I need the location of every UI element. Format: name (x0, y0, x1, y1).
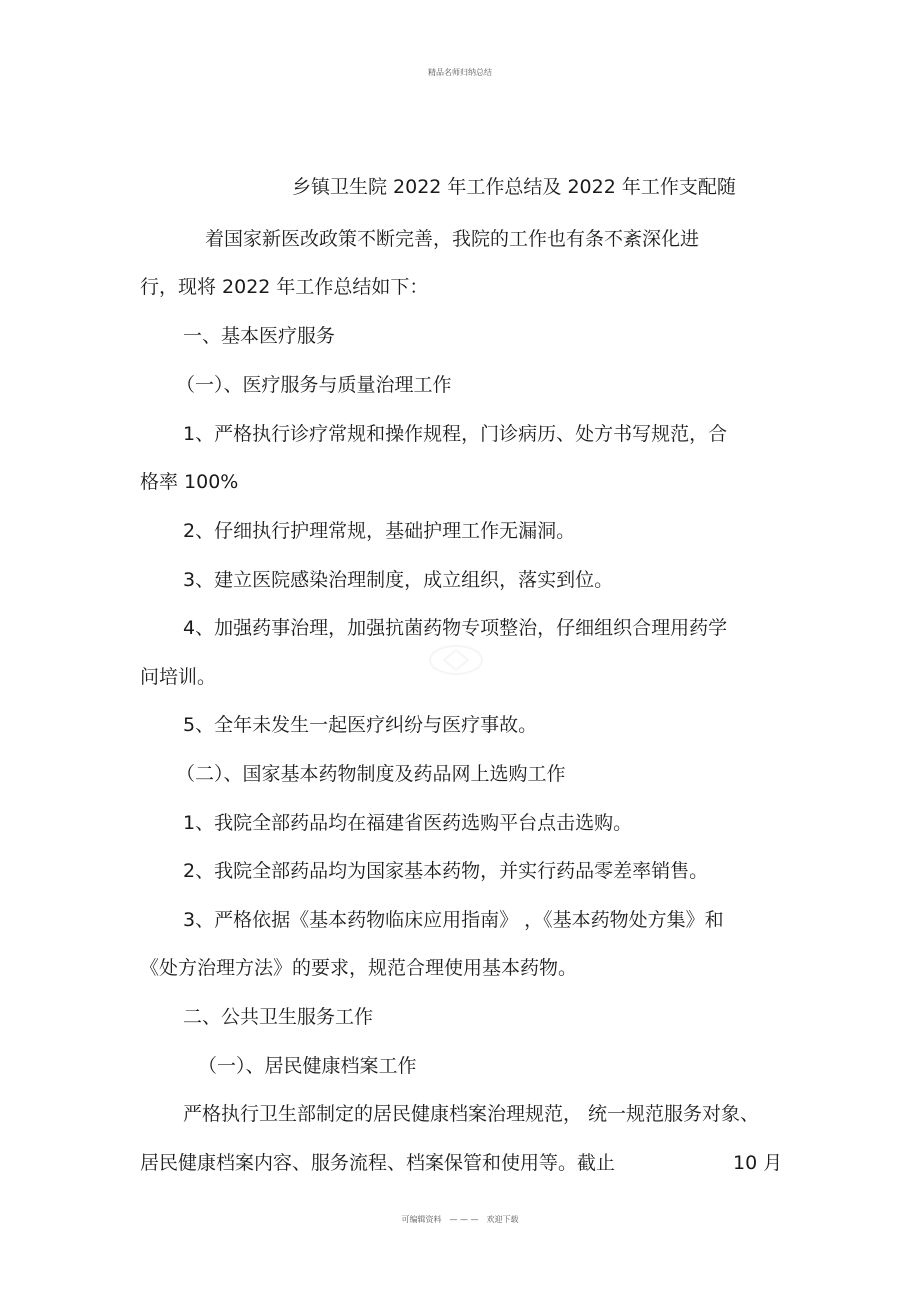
paragraph-line-tail: 10 月 (733, 1152, 783, 1174)
document-title: 乡镇卫生院 2022 年工作总结及 2022 年工作支配随 (292, 176, 736, 198)
paragraph-line: 行，现将 2022 年工作总结如下： (140, 276, 429, 298)
paragraph-line: 居民健康档案内容、服务流程、档案保管和使用等。截止 (140, 1152, 616, 1174)
list-item-continuation: 《处方治理方法》的要求，规范合理使用基本药物。 (140, 957, 578, 979)
list-item: 4、加强药事治理，加强抗菌药物专项整治，仔细组织合理用药学 (183, 617, 728, 639)
list-item-continuation: 格率 100% (140, 471, 239, 493)
list-item: 3、建立医院感染治理制度，成立组织，落实到位。 (183, 569, 614, 591)
list-item: 1、我院全部药品均在福建省医药选购平台点击选购。 (183, 812, 633, 834)
list-item: 3、严格依据《基本药物临床应用指南》 ，《基本药物处方集》和 (183, 909, 724, 931)
paragraph-line: 着国家新医改政策不断完善，我院的工作也有条不紊深化进 (205, 228, 700, 250)
list-item: 1、严格执行诊疗常规和操作规程，门诊病历、处方书写规范，合 (183, 423, 728, 445)
watermark-icon (426, 640, 486, 680)
subsection-heading-1-2: （二）、国家基本药物制度及药品网上选购工作 (176, 763, 566, 785)
subsection-heading-1-1: （一）、医疗服务与质量治理工作 (176, 374, 452, 396)
page-header-text: 精品名师归纳总结 (428, 68, 492, 77)
section-heading-1: 一、基本医疗服务 (183, 325, 336, 347)
section-heading-2: 二、公共卫生服务工作 (183, 1006, 374, 1028)
list-item: 2、我院全部药品均为国家基本药物，并实行药品零差率销售。 (183, 860, 709, 882)
list-item-continuation: 问培训。 (140, 666, 217, 688)
list-item: 5、全年未发生一起医疗纠纷与医疗事故。 (183, 714, 538, 736)
page-footer-text: 可编辑资料 — — — 欢迎下载 (401, 1215, 519, 1224)
list-item: 2、仔细执行护理常规，基础护理工作无漏洞。 (183, 520, 576, 542)
paragraph-line: 严格执行卫生部制定的居民健康档案治理规范， 统一规范服务对象、 (183, 1103, 760, 1125)
subsection-heading-2-1: （一）、居民健康档案工作 (198, 1055, 417, 1077)
